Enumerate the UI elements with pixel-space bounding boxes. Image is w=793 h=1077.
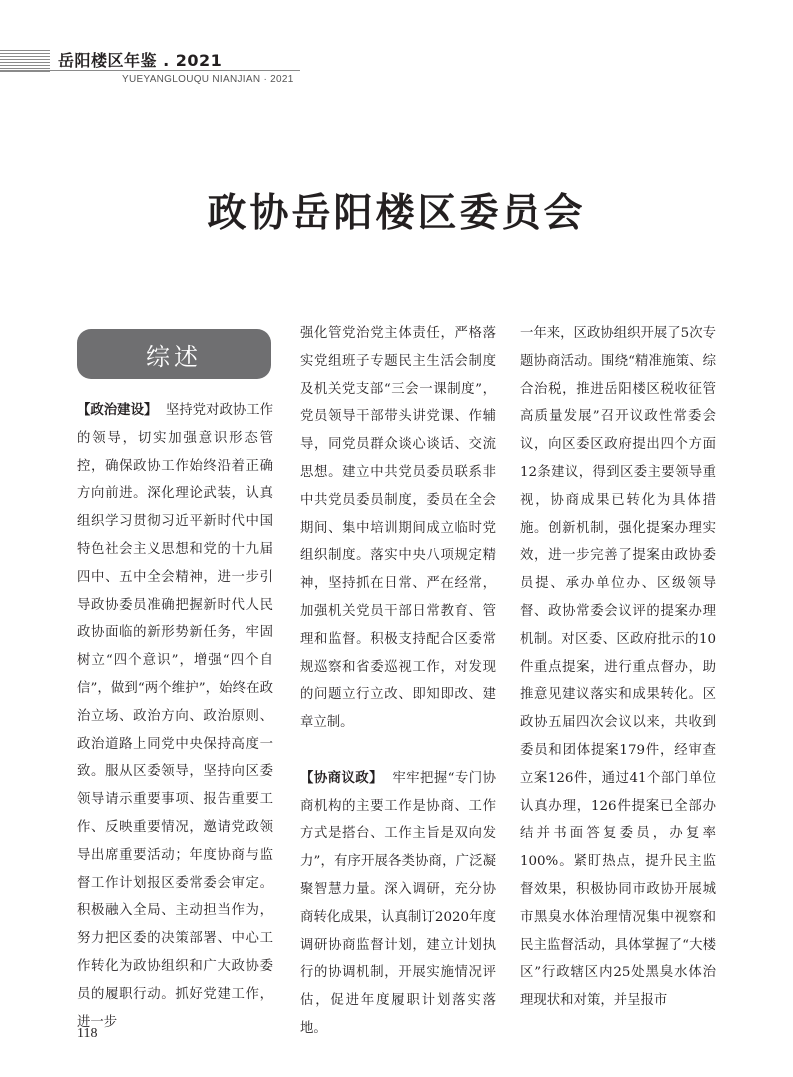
section-heading-label: 综述 [146, 342, 202, 371]
paragraph-heading: 【协商议政】 [300, 770, 383, 786]
page-number: 118 [77, 1026, 98, 1041]
section-heading-box [77, 329, 271, 379]
paragraph-continuation: 强化管党治党主体责任，严格落实党组班子专题民主生活会制度及机关党支部“三会一课制度”，党员领导干部带头讲党课、作辅导，同党员群众谈心谈话、交流思想。建立中共党员委员联系非中共党员委员制度，委员在全会期间、集中培训期间成立临时党组织制度。落实中央八项规定精神，坚持抓在日常、严在经常，加强机关党员干部日常教育、管理和监督。积极支持配合区委常规巡察和省委巡视工作，对发现的问题立行立改、即知即改、建章立制。 [300, 326, 496, 731]
paragraph-body: 牢牢把握“专门协商机构的主要工作是协商、工作方式是搭台、工作主旨是双向发力”，有序开展各类协商，广泛凝聚智慧力量。深入调研，充分协商转化成果，认真制订2020年度调研协商监督计划，建立计划执行的协调机制，开展实施情况评估，促进年度履职计划落实落地。 [300, 770, 496, 1036]
text-column-3 [520, 320, 716, 1015]
text-column-1 [77, 397, 273, 1036]
paragraph-continuation: 一年来，区政协组织开展了5次专题协商活动。围绕“精准施策、综合治税，推进岳阳楼区税收征管高质量发展”召开议政性常委会议，向区委区政府提出四个方面12条建议，得到区委主要领导重视，协商成果已转化为具体措施。创新机制，强化提案办理实效，进一步完善了提案由政协委员提、承办单位办、区级领导督、政协常委会议评的提案办理机制。对区委、区政府批示的10件重点提案，进行重点督办，助推意见建议落实和成果转化。区政协五届四次会议以来，共收到委员和团体提案179件，经审查立案126件，通过41个部门单位认真办理，126件提案已全部办结并书面答复委员，办复率100%。紧盯热点，提升民主监督效果，积极协同市政协开展城市黑臭水体治理情况集中视察和民主监督活动，具体掌握了“大楼区”行政辖区内25处黑臭水体治理现状和对策，并呈报市 [520, 326, 716, 1009]
header-rule [0, 70, 300, 71]
paragraph-political-construction [77, 397, 273, 1036]
text-column-2 [300, 320, 496, 1043]
running-header-title: 岳阳楼区年鉴 . 2021 [58, 51, 223, 70]
running-header-subtitle: YUEYANGLOUQU NIANJIAN · 2021 [122, 74, 294, 85]
paragraph-consultation [300, 765, 496, 1043]
paragraph-heading: 【政治建设】 [77, 403, 158, 418]
header-decorative-lines [0, 50, 50, 72]
paragraph-body: 坚持党对政协工作的领导，切实加强意识形态管控，确保政协工作始终沿着正确方向前进。深化理论武装，认真组织学习贯彻习近平新时代中国特色社会主义思想和党的十九届四中、五中全会精神，进一步引导政协委员准确把握新时代人民政协面临的新形势新任务，牢固树立“四个意识”，增强“四个自信”，做到“两个维护”，始终在政治立场、政治方向、政治原则、政治道路上同党中央保持高度一致。服从区委领导，坚持向区委领导请示重要事项、报告重要工作、反映重要情况，邀请党政领导出席重要活动；年度协商与监督工作计划报区委常委会审定。积极融入全局、主动担当作为，努力把区委的决策部署、中心工作转化为政协组织和广大政协委员的履职行动。抓好党建工作，进一步 [77, 403, 274, 1030]
paragraph-gap [300, 737, 496, 765]
document-title: 政协岳阳楼区委员会 [207, 190, 586, 236]
